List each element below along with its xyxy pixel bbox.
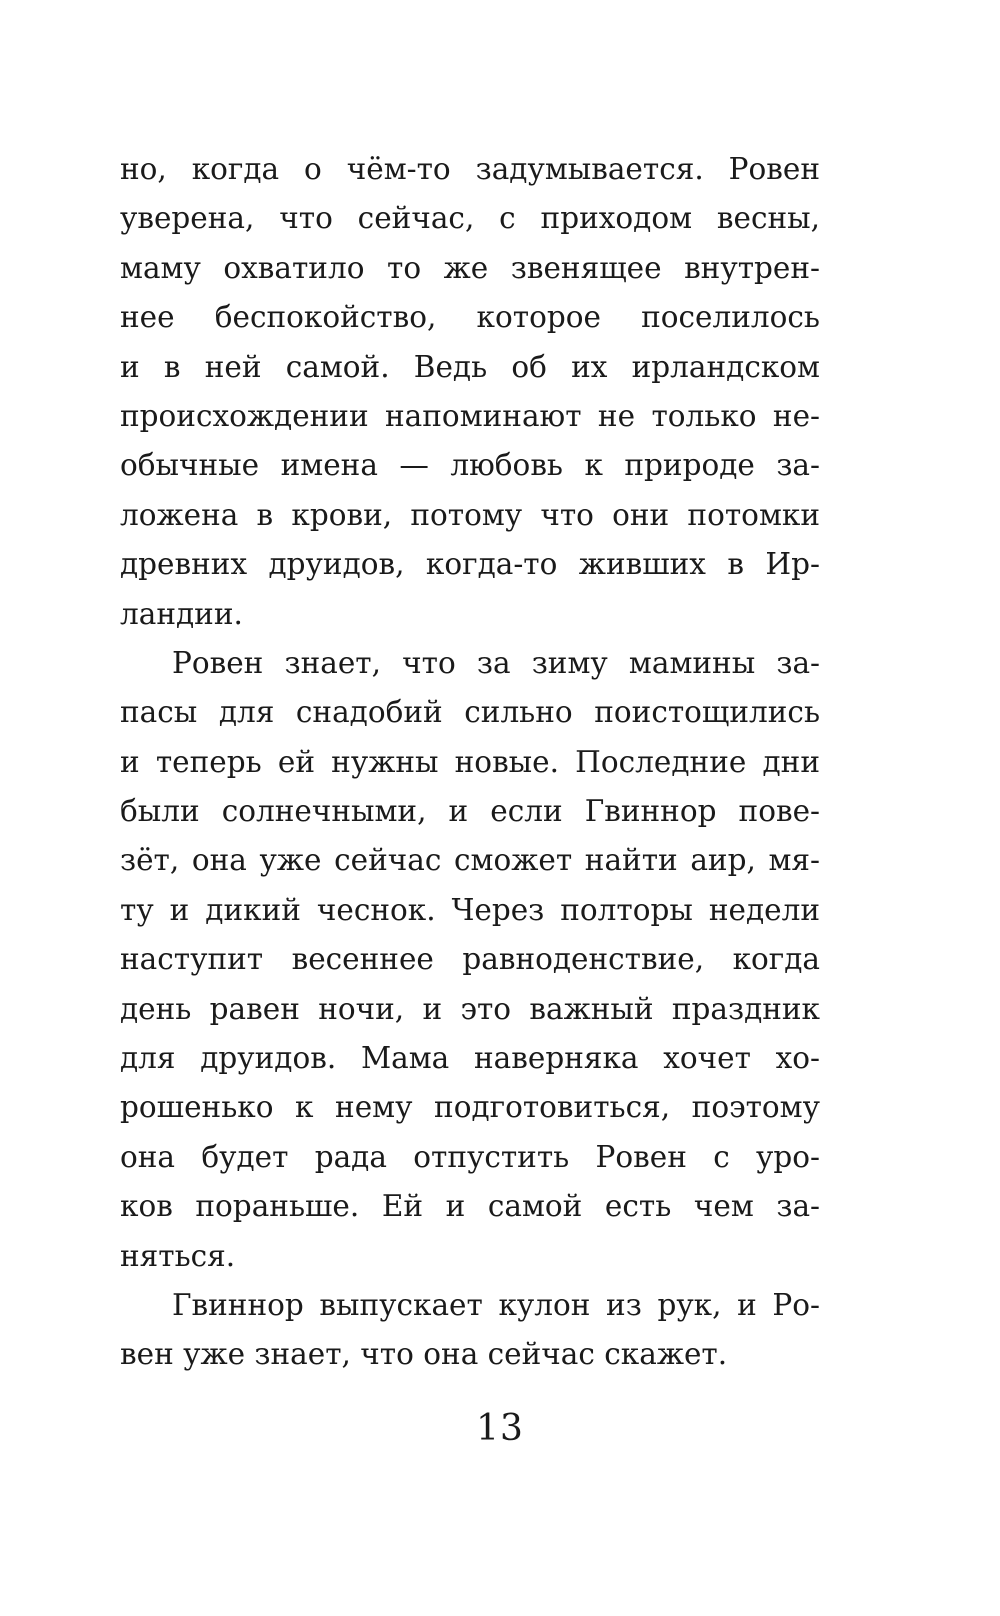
text-line: зёт, она уже сейчас сможет найти аир, мя- <box>120 843 820 878</box>
text-line: пасы для снадобий сильно поистощились <box>120 695 820 730</box>
text-line: вен уже знает, что она сейчас скажет. <box>120 1337 728 1372</box>
paragraph-1 <box>120 145 820 639</box>
page-number: 13 <box>476 1408 524 1449</box>
text-line: ту и дикий чеснок. Через полторы недели <box>120 892 820 927</box>
text-line: обычные имена — любовь к природе за- <box>120 448 820 483</box>
text-line: Гвиннор выпускает кулон из рук, и Ро- <box>172 1287 820 1322</box>
text-line: день равен ночи, и это важный праздник <box>120 991 820 1026</box>
text-line: для друидов. Мама наверняка хочет хо- <box>120 1041 820 1076</box>
text-line: и теперь ей нужны новые. Последние дни <box>120 744 820 779</box>
text-line: ложена в крови, потому что они потомки <box>120 497 820 532</box>
text-line: рошенько к нему подготовиться, поэтому <box>120 1090 820 1125</box>
text-line: наступит весеннее равноденствие, когда <box>120 942 820 977</box>
text-line: Ровен знает, что за зиму мамины за- <box>172 645 820 680</box>
text-line: происхождении напоминают не только не- <box>120 398 820 433</box>
text-line: были солнечными, и если Гвиннор пове- <box>120 794 820 829</box>
text-line: она будет рада отпустить Ровен с уро- <box>120 1139 820 1174</box>
text-line: маму охватило то же звенящее внутрен- <box>120 250 820 285</box>
text-line: уверена, что сейчас, с приходом весны, <box>120 201 820 236</box>
text-line: ландии. <box>120 596 243 631</box>
paragraph-2 <box>120 639 820 1281</box>
text-line: нее беспокойство, которое поселилось <box>120 300 820 335</box>
paragraph-3 <box>120 1281 820 1380</box>
body-text <box>120 145 820 1380</box>
text-line: ков пораньше. Ей и самой есть чем за- <box>120 1189 820 1224</box>
text-line: но, когда о чём-то задумывается. Ровен <box>120 152 820 186</box>
text-line: няться. <box>120 1238 236 1273</box>
text-line: древних друидов, когда-то живших в Ир- <box>120 547 820 582</box>
text-line: и в ней самой. Ведь об их ирландском <box>120 349 820 384</box>
